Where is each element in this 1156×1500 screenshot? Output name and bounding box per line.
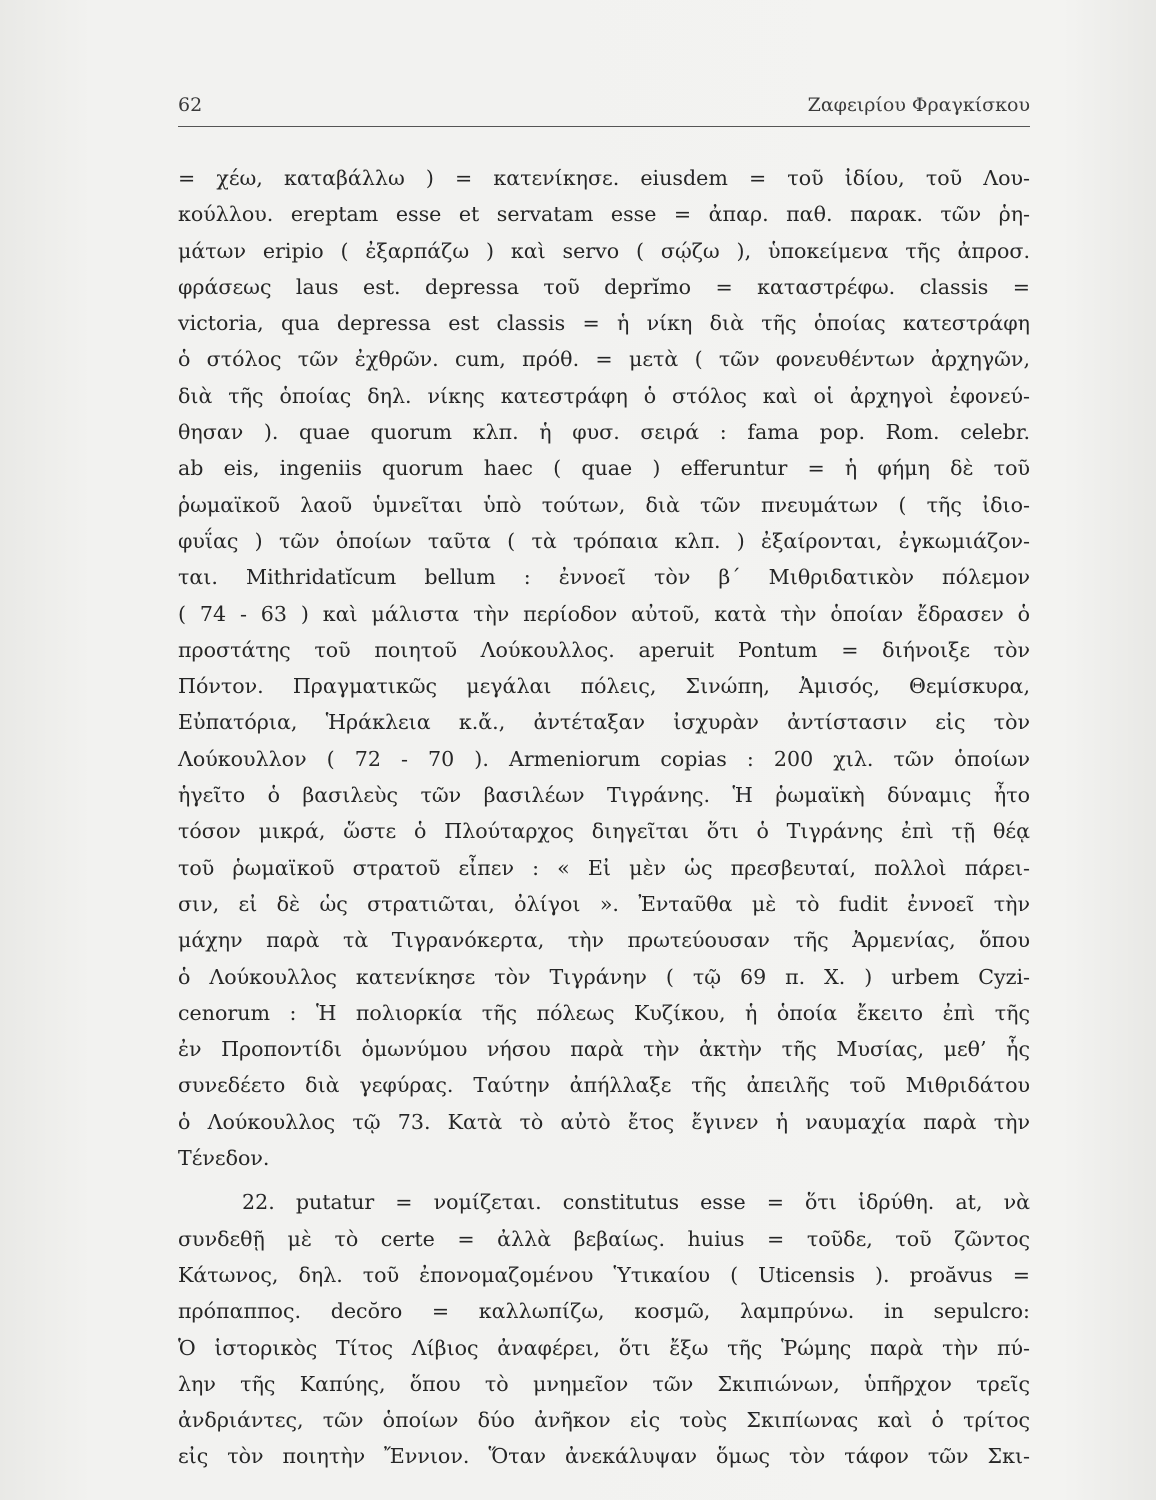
text-line: λην τῆς Καπύης, ὅπου τὸ μνημεῖον τῶν Σκιπιώνων, ὑπῆρχον τρεῖς [178, 1371, 1030, 1396]
text-line: ἐν Προποντίδι ὁμωνύμου νήσου παρὰ τὴν ἀκτὴν τῆς Μυσίας, μεθ’ ἧς [178, 1037, 1030, 1062]
page-number: 62 [178, 94, 203, 116]
text-line: Πόντον. Πραγματικῶς μεγάλαι πόλεις, Σινώπη, Ἀμισός, Θεμίσκυρα, [178, 674, 1030, 699]
text-line: ῥωμαϊκοῦ λαοῦ ὑμνεῖται ὑπὸ τούτων, διὰ τῶν πνευμάτων ( τῆς ἰδιο- [178, 492, 1030, 517]
text-line: θησαν ). quae quorum κλπ. ἡ φυσ. σειρά : fama pop. Rom. celebr. [178, 420, 1030, 445]
text-line: Τένεδον. [178, 1146, 270, 1171]
text-line: συνδεθῇ μὲ τὸ certe = ἀλλὰ βεβαίως. huius = τοῦδε, τοῦ ζῶντος [178, 1226, 1030, 1251]
text-line: προστάτης τοῦ ποιητοῦ Λούκουλλος. aperuit Pontum = διήνοιξε τὸν [178, 637, 1030, 662]
text-line: Ὁ ἱστορικὸς Τίτος Λίβιος ἀναφέρει, ὅτι ἔξω τῆς Ῥώμης παρὰ τὴν πύ- [178, 1335, 1030, 1360]
text-line: πρόπαππος. decŏro = καλλωπίζω, κοσμῶ, λαμπρύνω. in sepulcro: [178, 1299, 1030, 1324]
text-line: ( 74 - 63 ) καὶ μάλιστα τὴν περίοδον αὐτοῦ, κατὰ τὴν ὁποίαν ἔδρασεν ὁ [178, 601, 1030, 626]
text-line: ὁ Λούκουλλος κατενίκησε τὸν Τιγράνην ( τῷ 69 π. Χ. ) urbem Cyzi- [178, 964, 1030, 989]
text-line: σιν, εἰ δὲ ὡς στρατιῶται, ὀλίγοι ». Ἐνταῦθα μὲ τὸ fudit ἐννοεῖ τὴν [178, 891, 1030, 916]
text-line: συνεδέετο διὰ γεφύρας. Ταύτην ἀπήλλαξε τῆς ἀπειλῆς τοῦ Μιθριδάτου [178, 1073, 1030, 1098]
text-line: φράσεως laus est. depressa τοῦ deprĭmo = καταστρέφω. classis = [178, 274, 1030, 299]
text-line: Εὐπατόρια, Ἡράκλεια κ.ἄ., ἀντέταξαν ἰσχυρὰν ἀντίστασιν εἰς τὸν [178, 710, 1030, 735]
text-line: μάτων eripio ( ἐξαρπάζω ) καὶ servo ( σῴζω ), ὑποκείμενα τῆς ἀπροσ. [178, 238, 1030, 263]
text-line: ab eis, ingeniis quorum haec ( quae ) efferuntur = ἡ φήμη δὲ τοῦ [178, 456, 1030, 481]
text-line: φυΐας ) τῶν ὁποίων ταῦτα ( τὰ τρόπαια κλπ. ) ἐξαίρονται, ἐγκωμιάζον- [178, 528, 1030, 553]
text-line: cenorum : Ἡ πολιορκία τῆς πόλεως Κυζίκου, ἡ ὁποία ἔκειτο ἐπὶ τῆς [178, 1000, 1030, 1025]
text-line: victoria, qua depressa est classis = ἡ νίκη διὰ τῆς ὁποίας κατεστράφη [178, 311, 1030, 336]
text-line: ται. Mithridatĭcum bellum : ἐννοεῖ τὸν β΄ Μιθριδατικὸν πόλεμον [178, 565, 1030, 590]
text-line: ἡγεῖτο ὁ βασιλεὺς τῶν βασιλέων Τιγράνης. Ἡ ῥωμαϊκὴ δύναμις ἦτο [178, 783, 1030, 808]
text-line: τόσον μικρά, ὥστε ὁ Πλούταρχος διηγεῖται ὅτι ὁ Τιγράνης ἐπὶ τῇ θέᾳ [178, 819, 1030, 844]
text-line: ἀνδριάντες, τῶν ὁποίων δύο ἀνῆκον εἰς τοὺς Σκιπίωνας καὶ ὁ τρίτος [178, 1408, 1030, 1433]
text-line: = χέω, καταβάλλω ) = κατενίκησε. eiusdem = τοῦ ἰδίου, τοῦ Λου- [178, 166, 1030, 190]
text-line: ὁ Λούκουλλος τῷ 73. Κατὰ τὸ αὐτὸ ἔτος ἔγινεν ἡ ναυμαχία παρὰ τὴν [178, 1109, 1030, 1134]
paragraph-2 [178, 1184, 1030, 1474]
paragraph-gap [178, 1176, 1030, 1184]
text-line: διὰ τῆς ὁποίας δηλ. νίκης κατεστράφη ὁ στόλος καὶ οἱ ἀρχηγοὶ ἐφονεύ- [178, 383, 1030, 408]
text-line: Λούκουλλον ( 72 - 70 ). Armeniorum copias : 200 χιλ. τῶν ὁποίων [178, 746, 1030, 771]
text-line: μάχην παρὰ τὰ Τιγρανόκερτα, τὴν πρωτεύουσαν τῆς Ἀρμενίας, ὅπου [178, 928, 1030, 953]
text-line: κούλλου. ereptam esse et servatam esse = ἀπαρ. παθ. παρακ. τῶν ῥη- [178, 202, 1030, 227]
text-line: ὁ στόλος τῶν ἐχθρῶν. cum, πρόθ. = μετὰ ( τῶν φονευθέντων ἀρχηγῶν, [178, 347, 1030, 372]
text-line: Κάτωνος, δηλ. τοῦ ἐπονομαζομένου Ὑτικαίου ( Uticensis ). proăvus = [178, 1262, 1030, 1287]
text-line: εἰς τὸν ποιητὴν Ἔννιον. Ὅταν ἀνεκάλυψαν ὅμως τὸν τάφον τῶν Σκι- [178, 1444, 1030, 1469]
page-header [178, 90, 1030, 127]
running-head: Ζαφειρίου Φραγκίσκου [807, 94, 1030, 116]
body-text [178, 160, 1030, 1475]
text-line: 22. putatur = νομίζεται. constitutus esse = ὅτι ἱδρύθη. at, νὰ [242, 1190, 1030, 1215]
text-line: τοῦ ῥωμαϊκοῦ στρατοῦ εἶπεν : « Εἰ μὲν ὡς πρεσβευταί, πολλοὶ πάρει- [178, 855, 1030, 880]
paragraph-1 [178, 160, 1030, 1176]
